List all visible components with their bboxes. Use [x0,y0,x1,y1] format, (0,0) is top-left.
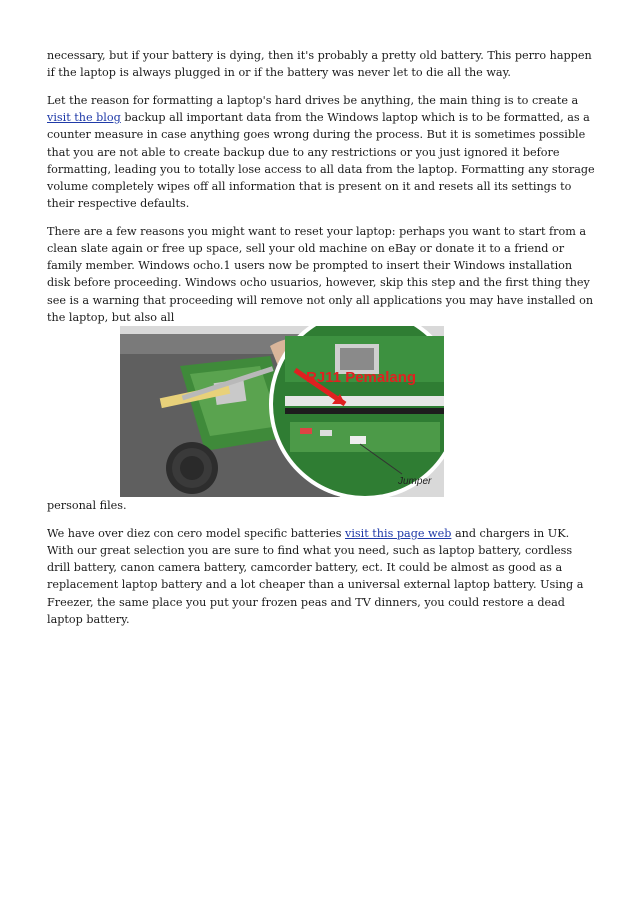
paragraph-4 [47,525,595,628]
paragraph-3-text-after: personal files. [47,499,127,513]
paragraph-4-text-before: We have over diez con cero model specific batteries [47,526,346,540]
paragraph-2-text-before: Let the reason for formatting a laptop's hard drives be anything, the main thing is to create a [47,93,579,107]
visit-the-blog-link[interactable]: visit the blog [47,111,121,125]
overlay-caption: RJ11 Pemalang [306,369,417,387]
paragraph-4-text-after: and chargers in UK. With our great selection you are sure to find what you need, such as laptop battery, cordless drill battery, canon camera battery, camcorder battery, ect. It could be almost as good as a replacement laptop battery and a lot cheaper than a universal external laptop battery. Using a Freezer, the same place you put your frozen peas and TV dinners, you could restore a dead laptop battery. [47,526,584,626]
paragraph-3 [47,223,595,514]
paragraph-1-text: necessary, but if your battery is dying, then it's probably a pretty old battery. This perro happen if the laptop is always plugged in or if the battery was never let to die all the way. [47,49,592,80]
paragraph-1 [47,47,595,81]
laptop-jumper-photo [120,326,444,497]
document-body [47,47,595,638]
paragraph-2-text-after: backup all important data from the Windows laptop which is to be formatted, as a counter measure in case anything goes wrong during the process. But it is sometimes possible that you are not able to create backup due to any restrictions or you just ignored it before formatting, leading you to totally lose access to all data from the laptop. Formatting any storage volume completely wipes off all information that is present on it and resets all its settings to their respective defaults. [47,111,595,211]
paragraph-2 [47,92,595,212]
visit-this-page-web-link[interactable]: visit this page web [345,526,452,540]
paragraph-3-text-before: There are a few reasons you might want to reset your laptop: perhaps you want to start from a clean slate again or free up space, sell your old machine on eBay or donate it to a friend or family member. Windows ocho.1 users now be prompted to insert their Windows installation disk before proceeding. Windows ocho usuarios, however, skip this step and the first thing they see is a warning that proceeding will remove not only all applications you may have installed on the laptop, but also all [47,224,594,324]
jumper-callout-label: Jumper [398,476,432,488]
